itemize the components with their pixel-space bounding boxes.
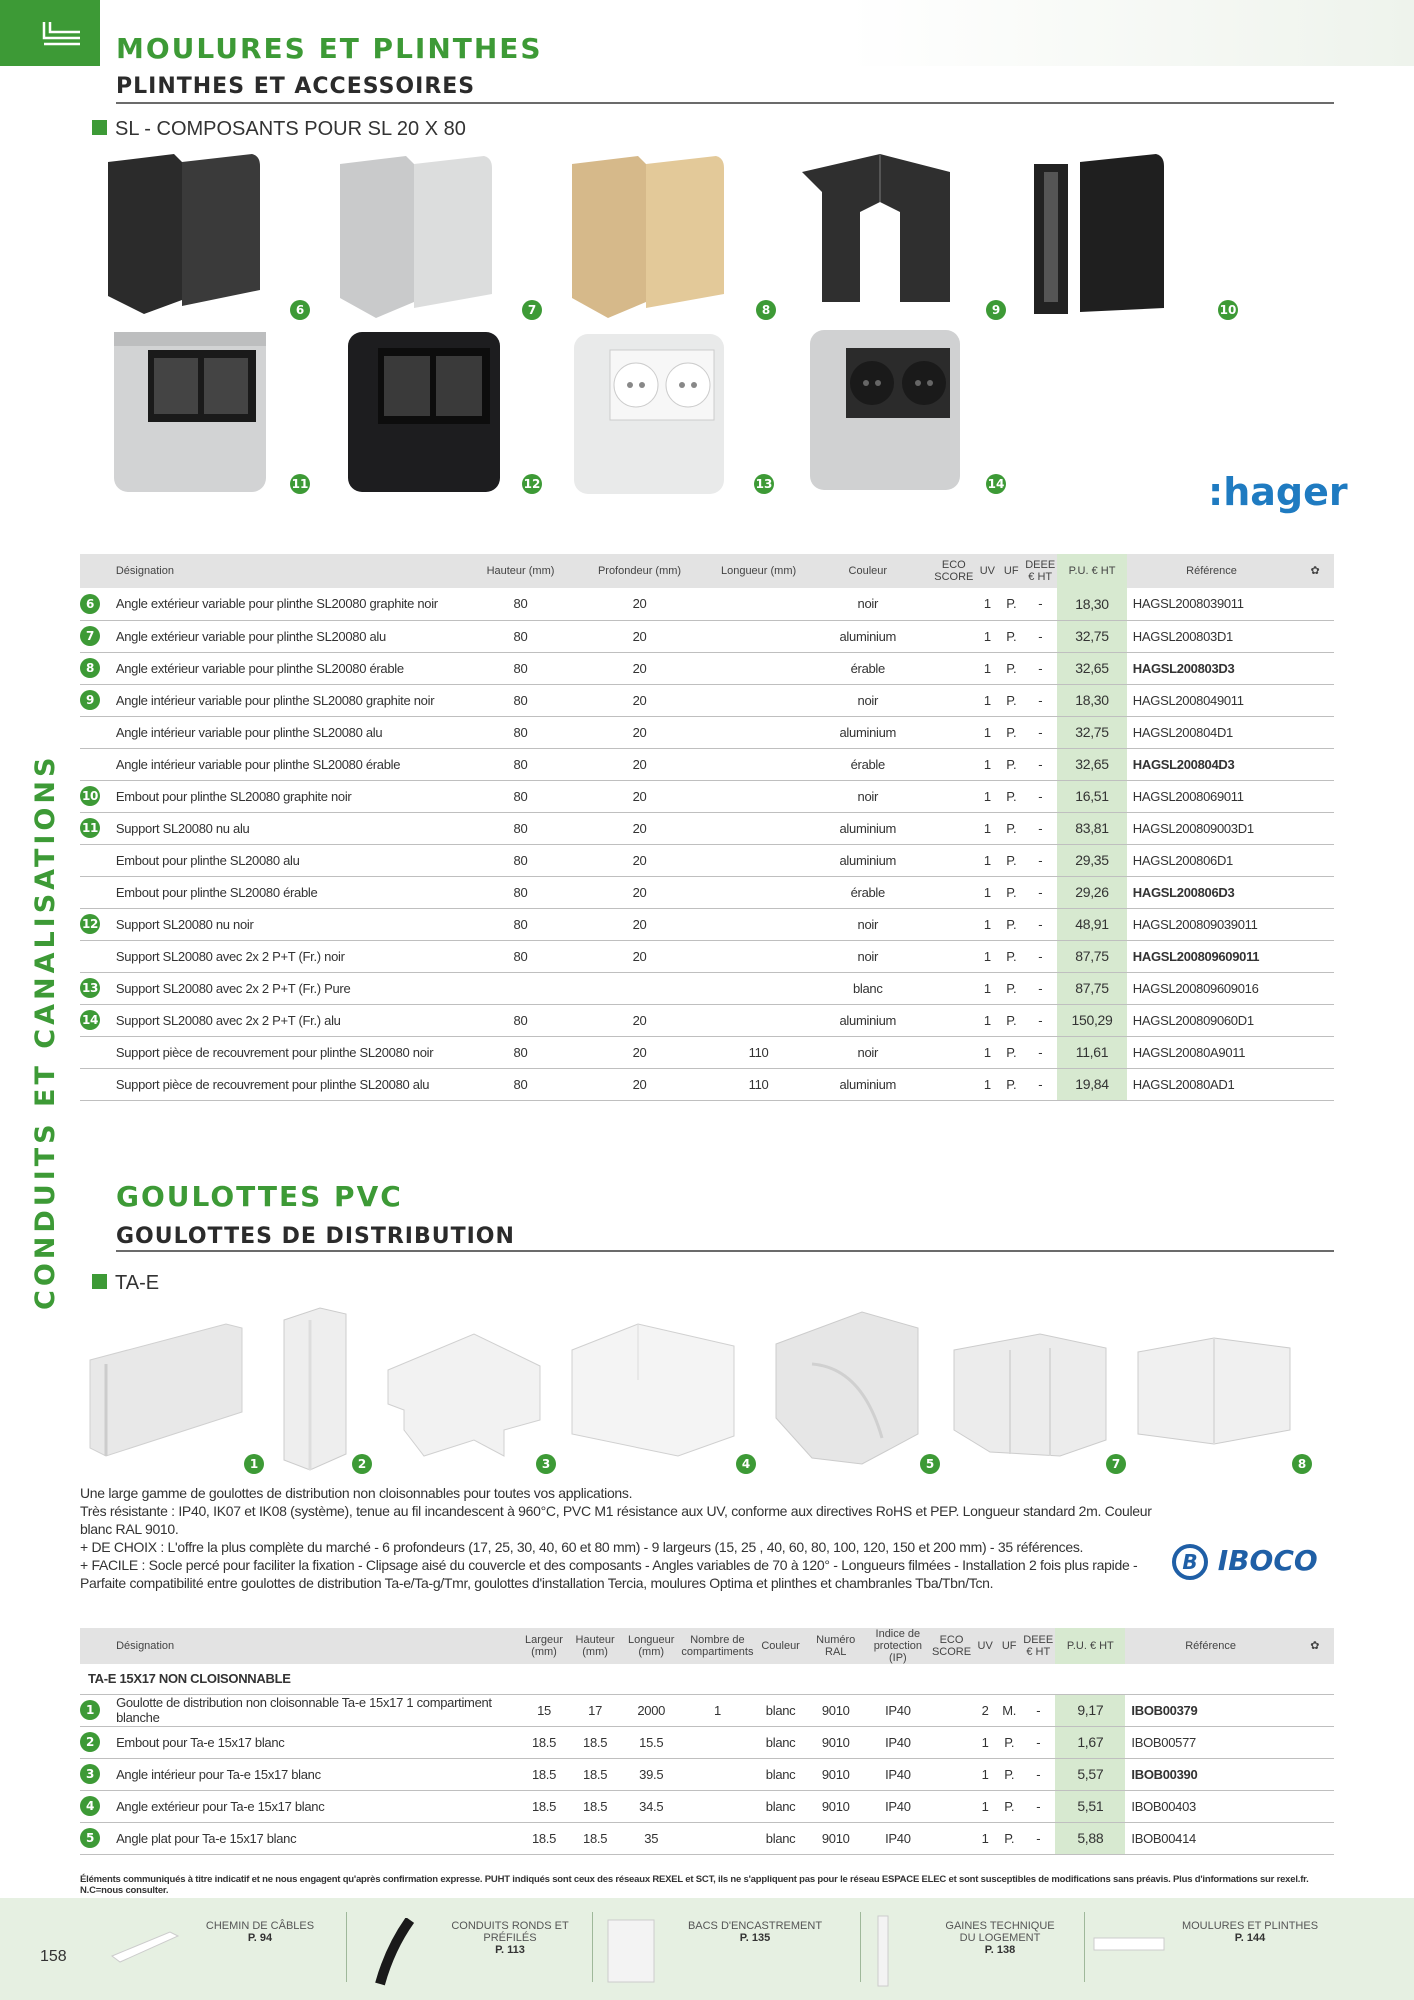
product-image-6 — [104, 150, 264, 325]
divider — [1084, 1912, 1085, 1982]
product-badge: 13 — [754, 474, 774, 494]
row-badge: 6 — [80, 594, 100, 614]
product-image-8 — [568, 152, 728, 327]
table-row: Support SL20080 avec 2x 2 P+T (Fr.) noir 80 20 noir 1 P. - 87,75 HAGSL200809609011 — [80, 940, 1334, 972]
table-row: 2 Embout pour Ta-e 15x17 blanc 18.5 18.5 15.5 blanc 9010 IP40 1 P. - 1,67 IBOB00577 — [80, 1726, 1334, 1758]
footer-link-sheaths[interactable]: GAINES TECHNIQUE DU LOGEMENT P. 138 — [945, 1920, 1055, 1956]
product-badge: 12 — [522, 474, 542, 494]
table-row: Angle intérieur variable pour plinthe SL20080 alu 80 20 aluminium 1 P. - 32,75 HAGSL200804D1 — [80, 716, 1334, 748]
table-row: 4 Angle extérieur pour Ta-e 15x17 blanc 18.5 18.5 34.5 blanc 9010 IP40 1 P. - 5,51 IBOB00403 — [80, 1790, 1334, 1822]
divider — [860, 1912, 861, 1982]
cable-tray-icon — [110, 1926, 180, 1971]
divider — [346, 1912, 347, 1982]
table-row: Support pièce de recouvrement pour plinthe SL20080 noir 80 20 110 noir 1 P. - 11,61 HAGSL20080A9011 — [80, 1036, 1334, 1068]
table-row: Angle intérieur variable pour plinthe SL20080 érable 80 20 érable 1 P. - 32,65 HAGSL200804D3 — [80, 748, 1334, 780]
moulding-icon — [1092, 1932, 1172, 1967]
table-row: 6 Angle extérieur variable pour plinthe SL20080 graphite noir 80 20 noir 1 P. - 18,30 HAGSL2008039011 — [80, 588, 1334, 620]
table-row: 7 Angle extérieur variable pour plinthe SL20080 alu 80 20 aluminium 1 P. - 32,75 HAGSL200803D1 — [80, 620, 1334, 652]
row-badge: 7 — [80, 626, 100, 646]
product-table-tae — [80, 1628, 1334, 1855]
product-image-13 — [570, 330, 730, 505]
product-image-11 — [110, 328, 270, 503]
section2-label: TA-E — [92, 1272, 159, 1295]
product-image-4 — [568, 1320, 738, 1465]
product-image-12 — [344, 328, 504, 503]
disclaimer: Éléments communiqués à titre indicatif et ne nous engagent qu'après confirmation expresse. PUHT indiqués sont ceux des réseaux REXEL et SCT, ils ne s'appliquent pas pour le réseau ESPACE ELEC et sont susceptibles de modifications sans préavis. Plus d'informations sur rexel.fr. N.C=nous consulter. — [80, 1874, 1309, 1896]
box-icon — [602, 1916, 662, 1991]
table-row: 14 Support SL20080 avec 2x 2 P+T (Fr.) alu 80 20 aluminium 1 P. - 150,29 HAGSL200809060D1 — [80, 1004, 1334, 1036]
row-badge: 11 — [80, 818, 100, 838]
divider — [116, 1250, 1334, 1252]
page-subtitle: PLINTHES ET ACCESSOIRES — [116, 74, 476, 99]
product-description: Une large gamme de goulottes de distribution non cloisonnables pour toutes vos applications. Très résistante : IP40, IK07 et IK08 (système), tenue au fil incandescent à 960°C, PVC M1 résistance aux UV, conforme aux directives RoHS et PEP. Longueur standard 2m. Couleur blanc RAL 9010. + DE CHOIX : L'offre la plus complète du marché - 6 profondeurs (17, 25, 30, 40, 60 et 80 mm) - 9 largeurs (15, 25 , 40, 60, 80, 100, 120, 150 et 200 mm) - 35 références. + FACILE : Socle percé pour faciliter la fixation - Clipsage aisé du couvercle et des composants - Angles variables de 70 à 120° - Longueurs filmées - Installation 2 fois plus rapide - Parfaite compatibilité entre goulottes de distribution Ta-e/Ta-g/Tmr, goulottes d'installation Tercia, moulures Optima et plinthes et chambranles Tba/Tbn/Tcn. — [80, 1485, 1152, 1591]
page-number: 158 — [40, 1948, 67, 1965]
footer-link-cable-tray[interactable]: CHEMIN DE CÂBLES P. 94 — [205, 1920, 315, 1944]
product-badge: 7 — [522, 300, 542, 320]
row-badge: 9 — [80, 690, 100, 710]
table-row: 9 Angle intérieur variable pour plinthe SL20080 graphite noir 80 20 noir 1 P. - 18,30 HAGSL2008049011 — [80, 684, 1334, 716]
table-row: 1 Goulotte de distribution non cloisonnable Ta-e 15x17 1 compartiment blanche 15 17 2000 1 blanc 9010 IP40 2 M. - 9,17 IBOB00379 — [80, 1694, 1334, 1726]
product-image-7b — [950, 1330, 1110, 1465]
table-row: 5 Angle plat pour Ta-e 15x17 blanc 18.5 18.5 35 blanc 9010 IP40 1 P. - 5,88 IBOB00414 — [80, 1822, 1334, 1854]
brand-logo-iboco: B IBOCO — [1172, 1544, 1318, 1580]
recycle-icon: ✿ — [1296, 1628, 1334, 1664]
product-image-2 — [280, 1304, 350, 1479]
footer-link-boxes[interactable]: BACS D'ENCASTREMENT P. 135 — [687, 1920, 823, 1944]
category-icon — [0, 0, 100, 66]
product-badge: 5 — [920, 1454, 940, 1474]
product-badge: 9 — [986, 300, 1006, 320]
product-badge: 6 — [290, 300, 310, 320]
section2-title: GOULOTTES PVC — [116, 1180, 403, 1213]
section2-subtitle: GOULOTTES DE DISTRIBUTION — [116, 1224, 515, 1249]
row-badge: 1 — [80, 1700, 100, 1720]
divider — [592, 1912, 593, 1982]
product-table-sl — [80, 554, 1334, 1101]
table-header: Désignation Hauteur (mm) Profondeur (mm) Longueur (mm) Couleur ECO SCORE UV UF DEEE € HT P.U. € HT Référence ✿ — [80, 554, 1334, 588]
conduit-icon — [370, 1918, 430, 1993]
page-title: MOULURES ET PLINTHES — [116, 32, 543, 65]
product-badge: 3 — [536, 1454, 556, 1474]
product-badge: 11 — [290, 474, 310, 494]
product-image-9 — [800, 152, 960, 317]
table-row: 3 Angle intérieur pour Ta-e 15x17 blanc 18.5 18.5 39.5 blanc 9010 IP40 1 P. - 5,57 IBOB00390 — [80, 1758, 1334, 1790]
side-label: CONDUITS ET CANALISATIONS — [30, 753, 61, 1310]
product-image-10 — [1030, 152, 1170, 327]
footer-nav — [0, 1898, 1414, 2000]
product-badge: 14 — [986, 474, 1006, 494]
product-image-1 — [86, 1320, 246, 1465]
row-badge: 10 — [80, 786, 100, 806]
table-row: 10 Embout pour plinthe SL20080 graphite noir 80 20 noir 1 P. - 16,51 HAGSL2008069011 — [80, 780, 1334, 812]
product-badge: 2 — [352, 1454, 372, 1474]
product-image-3 — [384, 1330, 544, 1465]
table-row: 12 Support SL20080 nu noir 80 20 noir 1 P. - 48,91 HAGSL200809039011 — [80, 908, 1334, 940]
recycle-icon: ✿ — [1296, 554, 1334, 588]
product-badge: 8 — [1292, 1454, 1312, 1474]
table-row: 13 Support SL20080 avec 2x 2 P+T (Fr.) Pure blanc 1 P. - 87,75 HAGSL200809609016 — [80, 972, 1334, 1004]
divider — [116, 102, 1334, 104]
table-row: Embout pour plinthe SL20080 érable 80 20 érable 1 P. - 29,26 HAGSL200806D3 — [80, 876, 1334, 908]
brand-logo-hager: :hager — [1208, 470, 1348, 514]
table-header: Désignation Largeur (mm) Hauteur (mm) Longueur (mm) Nombre de compartiments Couleur Numéro RAL Indice de protection (IP) ECO SCORE UV UF DEEE € HT P.U. € HT Référence ✿ — [80, 1628, 1334, 1664]
table-row: Embout pour plinthe SL20080 alu 80 20 aluminium 1 P. - 29,35 HAGSL200806D1 — [80, 844, 1334, 876]
product-image-5 — [772, 1308, 922, 1473]
row-badge: 3 — [80, 1764, 100, 1784]
row-badge: 2 — [80, 1732, 100, 1752]
product-badge: 7 — [1106, 1454, 1126, 1474]
table-group-row: TA-E 15X17 NON CLOISONNABLE — [80, 1664, 1334, 1694]
footer-link-conduits[interactable]: CONDUITS RONDS ET PRÉFILÉS P. 113 — [451, 1920, 569, 1956]
section-title: SL - COMPOSANTS POUR SL 20 X 80 — [92, 118, 466, 141]
product-image-14 — [806, 326, 966, 501]
table-row: Support pièce de recouvrement pour plinthe SL20080 alu 80 20 110 aluminium 1 P. - 19,84 HAGSL20080AD1 — [80, 1068, 1334, 1100]
product-badge: 1 — [244, 1454, 264, 1474]
row-badge: 8 — [80, 658, 100, 678]
table-row: 8 Angle extérieur variable pour plinthe SL20080 érable 80 20 érable 1 P. - 32,65 HAGSL200803D3 — [80, 652, 1334, 684]
product-badge: 4 — [736, 1454, 756, 1474]
row-badge: 13 — [80, 978, 100, 998]
row-badge: 5 — [80, 1828, 100, 1848]
product-badge: 8 — [756, 300, 776, 320]
row-badge: 12 — [80, 914, 100, 934]
sheath-icon — [874, 1914, 894, 1993]
row-badge: 14 — [80, 1010, 100, 1030]
product-image-7 — [336, 152, 496, 327]
product-image-8b — [1134, 1334, 1294, 1459]
footer-link-mouldings[interactable]: MOULURES ET PLINTHES P. 144 — [1181, 1920, 1319, 1944]
product-badge: 10 — [1218, 300, 1238, 320]
row-badge: 4 — [80, 1796, 100, 1816]
table-row: 11 Support SL20080 nu alu 80 20 aluminium 1 P. - 83,81 HAGSL200809003D1 — [80, 812, 1334, 844]
